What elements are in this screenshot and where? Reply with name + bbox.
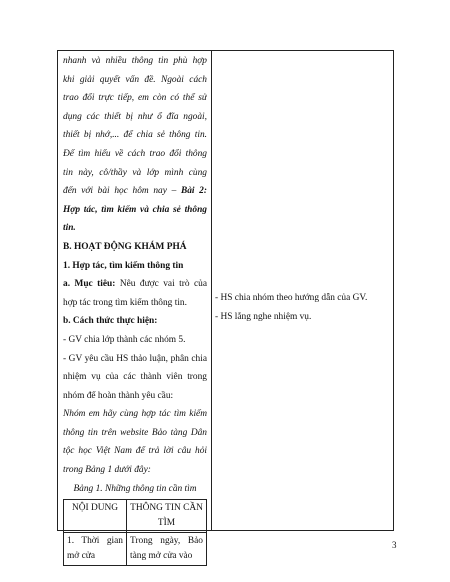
intro-dash: – (166, 186, 181, 197)
table-caption: Bảng 1. Những thông tin cần tìm (73, 483, 197, 494)
intro-line-end: đến với bài học hôm nay (63, 186, 167, 197)
intro-line: khi giải quyết vấn đề. Ngoài cách (63, 74, 207, 85)
intro-line: tin này, cô/thầy và lớp mình cùng (63, 167, 207, 178)
intro-line: trao đổi trực tiếp, em còn có thể sử (63, 93, 207, 104)
objective (63, 275, 207, 312)
subsection-heading: 1. Hợp tác, tìm kiếm thông tin (63, 260, 184, 271)
method-heading: b. Cách thức thực hiện: (63, 316, 158, 327)
table-header-content: NỘI DUNG (64, 500, 127, 533)
table-cell-info: Trong ngày, Bảo tàng mở cửa vào (127, 533, 207, 566)
page-number: 3 (392, 540, 397, 550)
column-divider (211, 50, 212, 531)
teacher-step-2: - GV yêu cầu HS thảo luận, phân chia nhiệm vụ của các thành viên trong nhóm để hoàn thành yêu cầu: (63, 353, 207, 401)
table-row (64, 533, 207, 566)
intro-line: Để tìm hiểu về cách trao đổi thông (63, 148, 207, 159)
lesson-title-part2: Hợp tác, tìm kiếm và chia sẻ thông (63, 204, 207, 215)
info-table (63, 499, 207, 566)
intro-line: nhanh và nhiều thông tin phù hợp (63, 56, 207, 66)
teacher-activity-column (63, 52, 207, 566)
lesson-title-part1: Bài 2: (180, 186, 207, 197)
intro-line: thiết bị nhớ,... để chia sẻ thông tin. (63, 130, 207, 141)
student-action: - HS chia nhóm theo hướng dẫn của GV. (215, 293, 368, 303)
lesson-title-part3: tin. (63, 223, 76, 234)
objective-text: Nêu được vai trò của hợp tác trong tìm kiếm thông tin. (63, 279, 207, 308)
table-header-row (64, 500, 207, 533)
student-action: - HS lắng nghe nhiệm vụ. (215, 311, 312, 322)
intro-line-with-title (63, 182, 207, 201)
intro-line: dụng các thiết bị như ổ đĩa ngoài, (63, 111, 207, 122)
table-cell-content: 1. Thời gian mở cửa (64, 533, 127, 566)
student-activity-column (215, 289, 390, 326)
task-text: Nhóm em hãy cùng hợp tác tìm kiếm thông tin trên website Bảo tàng Dân tộc học Việt Nam để trả lời câu hỏi trong Bảng 1 dưới đây: (63, 409, 207, 476)
table-header-info: THÔNG TIN CẦN TÌM (127, 500, 207, 533)
section-heading: B. HOẠT ĐỘNG KHÁM PHÁ (63, 241, 187, 252)
objective-label: a. Mục tiêu: (63, 279, 116, 290)
teacher-step-1: - GV chia lớp thành các nhóm 5. (63, 334, 186, 345)
